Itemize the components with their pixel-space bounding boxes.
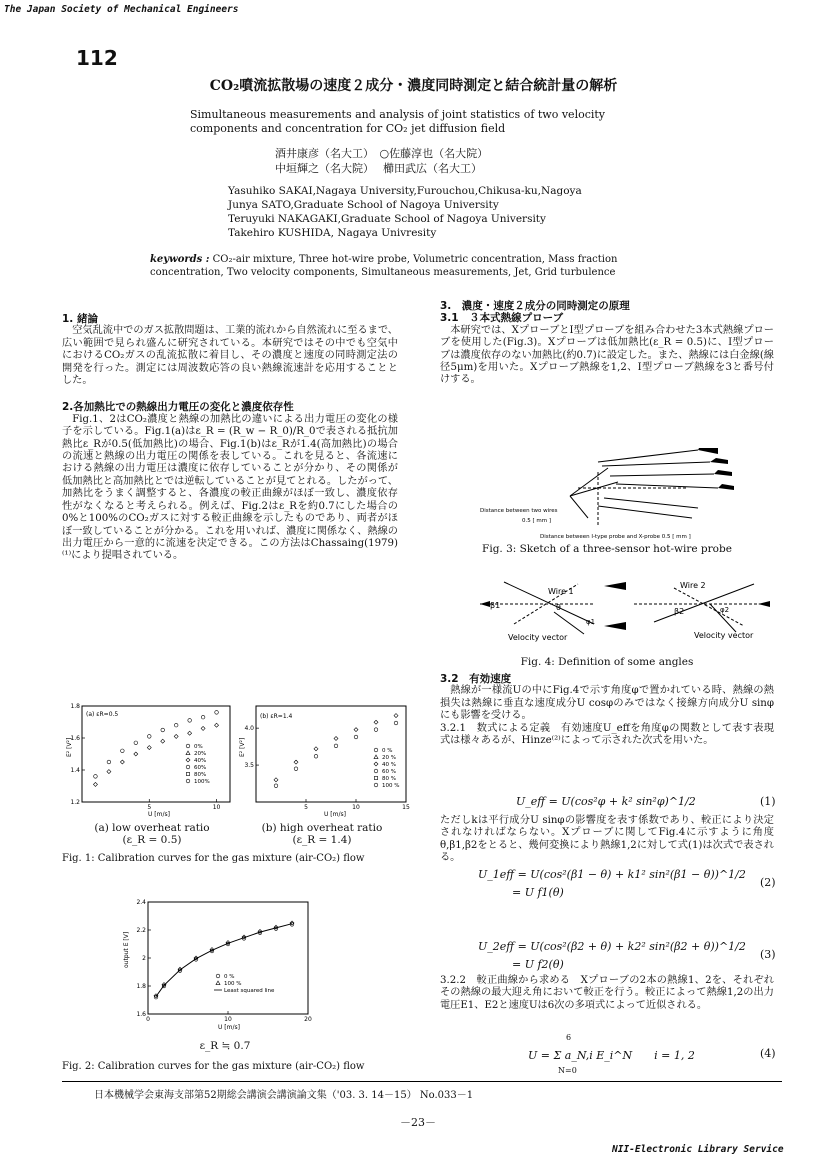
f1a-xtick-label-1: 10	[212, 804, 221, 811]
f2-ytick-label-0: 2.4	[136, 899, 146, 906]
f1a-legend-label-4: 80%	[194, 772, 207, 778]
f1a-legend-label-5: 100%	[194, 779, 210, 785]
keywords-label: keywords :	[150, 254, 210, 265]
fig4-velocity-vector-left: Velocity vector	[508, 633, 568, 642]
fig1b-caption-text: (b) high overheat ratio	[261, 822, 383, 834]
section-3-2-2	[440, 975, 774, 1012]
fig1a-caption-text: (a) low overheat ratio	[94, 822, 210, 834]
fig1b-caption	[232, 822, 412, 846]
f1a-point-0-4	[147, 735, 151, 739]
equation-4-lower-limit: N=0	[558, 1066, 577, 1075]
equation-2-number: (2)	[760, 876, 776, 889]
section-1-text: 空気乱流中でのガス拡散問題は、工業的流れから自然流れに至るまで、広い範囲で見られ盛んに研究されている。本研究ではその中でも空気中におけるCO₂ガスの乱流拡散に着目し、その濃度と速度の同時測定法の開発を行った。測定には周波数応答の良い熱線流速計を応用することとした。	[62, 325, 398, 387]
f2-legend-label-2: Least squared line	[224, 988, 275, 994]
f1b-legend-label-5: 100 %	[382, 783, 400, 789]
after-eq1-paragraph: ただしkは平行成分U sinφの影響度を表す係数であり、較正により決定されなければならない。Xプローブに関してFig.4に示すように角度θ,β1,β2をとると、幾何変換により熱線1,2に対して式(1)は次式で表される。	[440, 815, 774, 864]
f1b-legend-label-3: 60 %	[382, 769, 396, 775]
f1a-ytick-label-2: 1.4	[70, 767, 80, 774]
f1a-point-0-3	[134, 741, 138, 745]
f1a-ytick-label-3: 1.2	[70, 799, 80, 806]
f1b-point-0-4	[354, 735, 358, 739]
fig4-theta-label: θ	[556, 603, 561, 612]
f1b-point-1-5	[374, 720, 378, 724]
fig1b-chart	[232, 702, 412, 820]
page-label: 112	[76, 46, 118, 70]
f1a-point-1-4	[147, 746, 151, 750]
f1b-point-1-1	[294, 760, 298, 764]
f1a-legend-mark-5	[186, 779, 190, 783]
fig1a-chart	[62, 702, 234, 820]
fig4-angle-diagram	[474, 574, 774, 648]
affiliation-2: Junya SATO,Graduate School of Nagoya University	[228, 199, 499, 211]
keywords-line2: concentration, Two velocity components, Simultaneous measurements, Jet, Grid turbulence	[150, 266, 616, 278]
f1b-legend-mark-5	[374, 783, 378, 787]
equation-3-number: (3)	[760, 948, 776, 961]
authors-line1: 酒井康彦（名大工） ○佐藤淳也（名大院）	[275, 147, 489, 160]
f1a-point-0-2	[121, 749, 125, 753]
f1a-legend-mark-1	[186, 751, 190, 755]
f1a-point-0-6	[174, 723, 178, 727]
affiliation-3: Teruyuki NAKAGAKI,Graduate School of Nagoya University	[228, 213, 546, 225]
f1a-ytick-label-0: 1.8	[70, 703, 80, 710]
f1a-point-1-8	[201, 726, 205, 730]
f2-ytick-label-2: 2	[142, 955, 146, 962]
f1b-point-1-3	[334, 736, 338, 740]
f1a-point-0-9	[215, 711, 219, 715]
left-column	[62, 313, 398, 563]
society-header: The Japan Society of Mechanical Engineers	[4, 4, 239, 15]
f1a-legend-mark-0	[186, 744, 190, 748]
f1a-point-1-2	[120, 760, 124, 764]
f1b-point-0-5	[374, 728, 378, 732]
f1b-legend-mark-0	[374, 748, 378, 752]
f1a-legend-label-0: 0%	[194, 744, 203, 750]
section-3-title: 3. 濃度・速度２成分の同時測定の原理	[440, 300, 630, 312]
f2-xtick-label-2: 20	[304, 1016, 312, 1023]
right-column-bottom	[440, 673, 774, 747]
fig1a-frame	[82, 706, 230, 802]
f1a-legend-label-3: 60%	[194, 765, 207, 771]
paper-title-en	[190, 108, 750, 136]
f1a-point-1-6	[174, 734, 178, 738]
f1a-legend-mark-2	[186, 758, 190, 762]
fig4-wire1-label: Wire 1	[548, 587, 574, 596]
fig1a-caption	[62, 822, 242, 846]
f1b-ytick-label-1: 3.5	[244, 762, 254, 770]
fig2-xlabel: U [m/s]	[218, 1024, 240, 1031]
keywords	[150, 254, 690, 279]
fig4-wire2-label: Wire 2	[680, 581, 706, 590]
section-3-1-text: 本研究では、XプローブとI型プローブを組み合わせた3本式熱線プローブを使用した(Fig.3)。Xプローブは低加熱比(ε_R = 0.5)に、I型プローブは濃度依存のない加熱比(約0.7)に設定した。また、熱線には白金線(線径5μm)を用いた。Xプローブ熱線を1,2、I型プローブ熱線を3と番号付けする。	[440, 324, 774, 386]
fig4-phi2-label: φ2	[720, 606, 730, 614]
f1b-point-0-6	[394, 721, 398, 725]
f2-ytick-label-3: 1.8	[136, 983, 146, 990]
title-en-line2: components and concentration for CO₂ jet diffusion field	[190, 122, 506, 135]
page-number: －23－	[400, 1116, 436, 1129]
f2-legend-mark-0	[216, 974, 220, 978]
fig4-phi1-label: φ1	[586, 618, 596, 626]
f1b-xtick-label-2: 15	[402, 804, 410, 811]
fig1a-caption-sub: (ε_R = 0.5)	[122, 834, 182, 846]
proceedings-footer: 日本機械学会東海支部第52期総会講演会講演論文集（'03. 3. 14－15） No.033－1	[94, 1090, 474, 1101]
f1b-point-1-4	[354, 728, 358, 732]
fig3-label-wire-distance-value: 0.5 [ mm ]	[522, 518, 551, 524]
fig1b-xlabel: U [m/s]	[324, 811, 346, 818]
section-3-1-title: 3.1 ３本式熱線プローブ	[440, 312, 564, 325]
fig3-caption: Fig. 3: Sketch of a three-sensor hot-wire probe	[482, 543, 732, 555]
authors-jp	[275, 146, 488, 176]
f1b-point-0-0	[274, 784, 278, 788]
f1b-legend-label-1: 20 %	[382, 755, 396, 761]
f2-xtick-label-1: 10	[224, 1016, 232, 1023]
authors-line2: 中垣輝之（名大院） 櫛田武広（名大工）	[275, 162, 482, 175]
nii-service: NII-Electronic Library Service	[612, 1144, 784, 1155]
f1a-legend-label-2: 40%	[194, 758, 207, 764]
f2-legend-mark-1	[216, 981, 220, 985]
equation-4-number: (4)	[760, 1047, 776, 1060]
affiliation-1: Yasuhiko SAKAI,Nagaya University,Furouchou,Chikusa-ku,Nagoya	[228, 185, 582, 197]
equation-1: U_eff = U(cos²φ + k² sin²φ)^1/2	[516, 795, 696, 808]
fig2-chart	[118, 898, 314, 1034]
f1b-legend-mark-4	[374, 776, 377, 779]
equation-3a: U_2eff = U(cos²(β2 + θ) + k2² sin²(β2 + θ))^1/2	[478, 940, 746, 953]
fig4-caption: Fig. 4: Definition of some angles	[520, 656, 694, 668]
f1b-point-0-3	[334, 744, 338, 748]
fig1b-caption-sub: (ε_R = 1.4)	[292, 834, 352, 846]
section-2-title: 2.各加熱比での熱線出力電圧の変化と濃度依存性	[62, 401, 294, 414]
f2-legend-label-1: 100 %	[224, 981, 242, 987]
title-en-line1: Simultaneous measurements and analysis of joint statistics of two velocity	[190, 108, 606, 121]
fig1b-ylabel: E² [V²]	[239, 737, 246, 757]
fig4-beta2-label: β2	[674, 607, 685, 616]
f1a-legend-label-1: 20%	[194, 751, 207, 757]
f1b-point-1-2	[314, 747, 318, 751]
keywords-line1: CO₂-air mixture, Three hot-wire probe, Volumetric concentration, Mass fraction	[212, 254, 618, 265]
f1b-xtick-label-1: 10	[352, 804, 360, 811]
f1b-point-0-1	[294, 767, 298, 771]
f1a-point-1-9	[215, 723, 219, 727]
f1a-point-1-3	[134, 752, 138, 756]
fig2-sub: ε_R ≒ 0.7	[199, 1040, 251, 1052]
section-3-2-2-text: 3.2.2 較正曲線から求める Xプローブの2本の熱線1、2を、それぞれその熱線の最大迎え角において較正を行う。較正によって熱線1,2の出力電圧E1、E2と速度Uは6次の多項式によって近似される。	[440, 975, 774, 1011]
f1b-point-1-0	[274, 778, 278, 782]
fig4-beta1-label: β1	[490, 601, 501, 610]
f1a-point-0-1	[107, 760, 111, 764]
fig1a-xlabel: U [m/s]	[148, 811, 170, 818]
f1b-xtick-label-0: 5	[304, 804, 308, 811]
f1b-legend-mark-3	[374, 769, 378, 773]
f1a-point-1-5	[161, 739, 165, 743]
f1b-legend-label-2: 40 %	[382, 762, 396, 768]
fig1a-ylabel: E² [V²]	[66, 737, 73, 757]
affiliations	[228, 184, 582, 240]
section-1-title: 1. 緒論	[62, 313, 98, 325]
f1a-legend-mark-3	[186, 765, 190, 769]
footer-rule	[62, 1081, 782, 1082]
f1a-point-1-7	[188, 731, 192, 735]
after-eq1-text	[440, 815, 774, 865]
f1b-legend-mark-2	[374, 762, 378, 766]
fig1-caption: Fig. 1: Calibration curves for the gas mixture (air-CO₂) flow	[62, 853, 365, 864]
f1a-point-0-7	[188, 719, 192, 723]
equation-2b: = U f1(θ)	[512, 886, 564, 899]
affiliation-4: Takehiro KUSHIDA, Nagaya Univresity	[228, 227, 437, 239]
f1a-point-1-1	[107, 770, 111, 774]
fig2-ylabel: output E [V]	[123, 931, 130, 968]
fig3-label-probe-distance: Distance between I-type probe and X-probe 0.5 [ mm ]	[540, 534, 691, 540]
f1b-point-0-2	[314, 754, 318, 758]
f1b-legend-label-4: 80 %	[382, 776, 396, 782]
f1a-point-1-0	[93, 782, 97, 786]
fig2-frame	[148, 902, 308, 1014]
f1a-ytick-label-1: 1.6	[70, 735, 80, 742]
section-3-2-1-text: 3.2.1 数式による定義 有効速度U_effを角度φの関数として表す表現式は様々あるが、Hinze⁽²⁾によって示された次式を用いた。	[440, 722, 774, 747]
f2-legend-label-0: 0 %	[224, 974, 235, 980]
f1b-legend-mark-1	[374, 755, 378, 759]
equation-1-number: (1)	[760, 795, 776, 808]
fig1b-panel-label: (b) εR=1.4	[260, 713, 293, 720]
paper-title-jp: CO₂噴流拡散場の速度２成分・濃度同時測定と結合統計量の解析	[209, 78, 618, 94]
f1a-legend-mark-4	[186, 772, 189, 775]
f1b-point-1-6	[394, 714, 398, 718]
f1a-point-0-8	[201, 715, 205, 719]
equation-4: U = Σ a_N,i E_i^N i = 1, 2	[528, 1049, 695, 1062]
right-column-top	[440, 300, 774, 387]
section-2-text: Fig.1、2はCO₂濃度と熱線の加熱比の違いによる出力電圧の変化の様子を示している。Fig.1(a)はε_R = (R_w − R_0)/R_0で表される抵抗加熱比ε_Rが0.5(低加熱比)の場合、Fig.1(b)はε_Rが1.4(高加熱比)の場合の流速と熱線の出力電圧の関係を表している。これを見ると、各流速における熱線の出力電圧は濃度に依存していることが分かり、その関係が低加熱比と高加熱比とでは逆転していることが見てとれる。したがって、加熱比をうまく調整すると、各濃度の較正曲線がほぼ一致し、濃度依存性がなくなると考えられる。例えば、Fig.2はε_Rを約0.7にした場合の0%と100%のCO₂ガスに対する較正曲線を示したものであり、両者がほぼ一致していることが分かる。これを用いれば、濃度に関係なく、熱線の出力電圧から一意的に流速を決定できる。この方法はChassaing(1979)⁽¹⁾により提唱されている。	[62, 413, 398, 562]
f1a-xtick-label-0: 5	[147, 804, 152, 811]
f2-ytick-label-4: 1.6	[136, 1011, 146, 1018]
fig4-velocity-vector-right: Velocity vector	[694, 631, 754, 640]
section-3-2-title: 3.2 有効速度	[440, 673, 512, 685]
section-3-2-text: 熱線が一様流Uの中にFig.4で示す角度φで置かれている時、熱線の熱損失は熱線に垂直な速度成分U cosφのみではなく接線方向成分U sinφにも影響を受ける。	[440, 685, 774, 722]
f2-xtick-label-0: 0	[146, 1016, 150, 1023]
f1b-ytick-label-0: 4.0	[244, 725, 254, 733]
f1a-point-0-5	[161, 728, 165, 732]
fig2-caption: Fig. 2: Calibration curves for the gas mixture (air-CO₂) flow	[62, 1061, 365, 1072]
fig1a-panel-label: (a) εR=0.5	[86, 711, 119, 718]
equation-2a: U_1eff = U(cos²(β1 − θ) + k1² sin²(β1 − θ))^1/2	[478, 868, 746, 881]
fig3-label-wire-distance: Distance between two wires	[480, 508, 558, 514]
f2-ytick-label-1: 2.2	[136, 927, 146, 934]
f1a-point-0-0	[94, 775, 98, 779]
fig3-probe-sketch	[478, 448, 778, 544]
f1b-legend-label-0: 0 %	[382, 748, 393, 754]
equation-3b: = U f2(θ)	[512, 958, 564, 971]
equation-4-upper-limit: 6	[566, 1033, 572, 1042]
